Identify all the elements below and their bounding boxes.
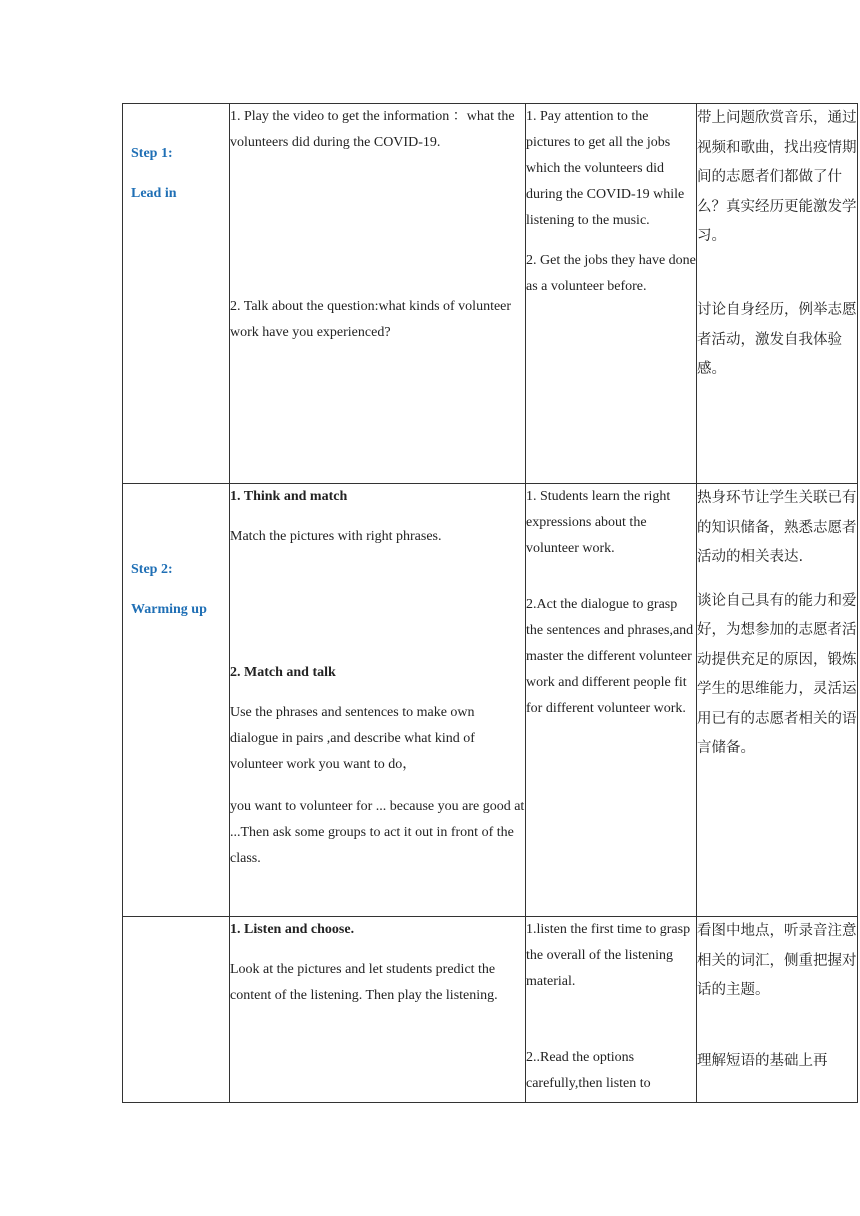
lesson-plan-table <box>122 103 858 1103</box>
table-row-step-2 <box>123 484 858 917</box>
step-title: Lead in <box>131 186 177 201</box>
step-cell <box>123 104 230 484</box>
step-cell <box>123 917 230 1103</box>
purpose-item: 看图中地点，听录音注意相关的词汇，侧重把握对话的主题。 <box>697 923 857 998</box>
teacher-activity-cell <box>230 484 526 917</box>
purpose-item: 带上问题欣赏音乐，通过视频和歌曲，找出疫情期间的志愿者们都做了什么？真实经历更能激发学习。 <box>697 110 857 244</box>
student-activity-item: 2. Get the jobs they have done as a volunteer before. <box>526 253 696 294</box>
purpose-item: 谈论自己具有的能力和爱好，为想参加的志愿者活动提供充足的原因，锻炼学生的思维能力，灵活运用已有的志愿者相关的语言储备。 <box>697 592 857 756</box>
table-row-step-1 <box>123 104 858 484</box>
step-number: Step 2: <box>131 562 173 577</box>
student-activity-item: 2.Act the dialogue to grasp the sentences and phrases,and master the different volunteer work and different people fit for different volunteer work. <box>526 597 694 716</box>
purpose-item: 理解短语的基础上再 <box>697 1053 828 1069</box>
step-number: Step 1: <box>131 146 173 161</box>
purpose-item: 热身环节让学生关联已有的知识储备，熟悉志愿者活动的相关表达. <box>697 490 857 565</box>
teacher-activity-item: 2. Talk about the question:what kinds of volunteer work have you experienced? <box>230 299 512 340</box>
student-activity-cell <box>526 917 697 1103</box>
activity-heading: 2. Match and talk <box>230 665 336 680</box>
teacher-activity-item: Look at the pictures and let students predict the content of the listening. Then play the listening. <box>230 962 498 1003</box>
activity-heading: 1. Listen and choose. <box>230 922 355 937</box>
student-activity-item: 1. Pay attention to the pictures to get all the jobs which the volunteers did during the COVID-19 while listening to the music. <box>526 109 685 228</box>
teacher-activity-item: Match the pictures with right phrases. <box>230 529 442 544</box>
purpose-cell <box>697 484 858 917</box>
table-row-step-3 <box>123 917 858 1103</box>
purpose-cell <box>697 917 858 1103</box>
step-title: Warming up <box>131 602 207 617</box>
student-activity-cell <box>526 104 697 484</box>
teacher-activity-cell <box>230 917 526 1103</box>
student-activity-item: 1.listen the first time to grasp the overall of the listening material. <box>526 922 691 989</box>
step-cell <box>123 484 230 917</box>
activity-heading: 1. Think and match <box>230 489 348 504</box>
teacher-activity-item: you want to volunteer for ... because you are good at ...Then ask some groups to act it out in front of the class. <box>230 799 525 866</box>
purpose-item: 讨论自身经历，例举志愿者活动，激发自我体验感。 <box>697 302 857 377</box>
teacher-activity-item: 1. Play the video to get the information ：what the volunteers did during the COVID-19. <box>230 109 515 150</box>
purpose-cell <box>697 104 858 484</box>
teacher-activity-item: Use the phrases and sentences to make own dialogue in pairs ,and describe what kind of volunteer work you want to do， <box>230 705 475 772</box>
teacher-activity-cell <box>230 104 526 484</box>
student-activity-item: 2..Read the options carefully,then listen to <box>526 1050 651 1091</box>
student-activity-item: 1. Students learn the right expressions about the volunteer work. <box>526 489 671 556</box>
student-activity-cell <box>526 484 697 917</box>
